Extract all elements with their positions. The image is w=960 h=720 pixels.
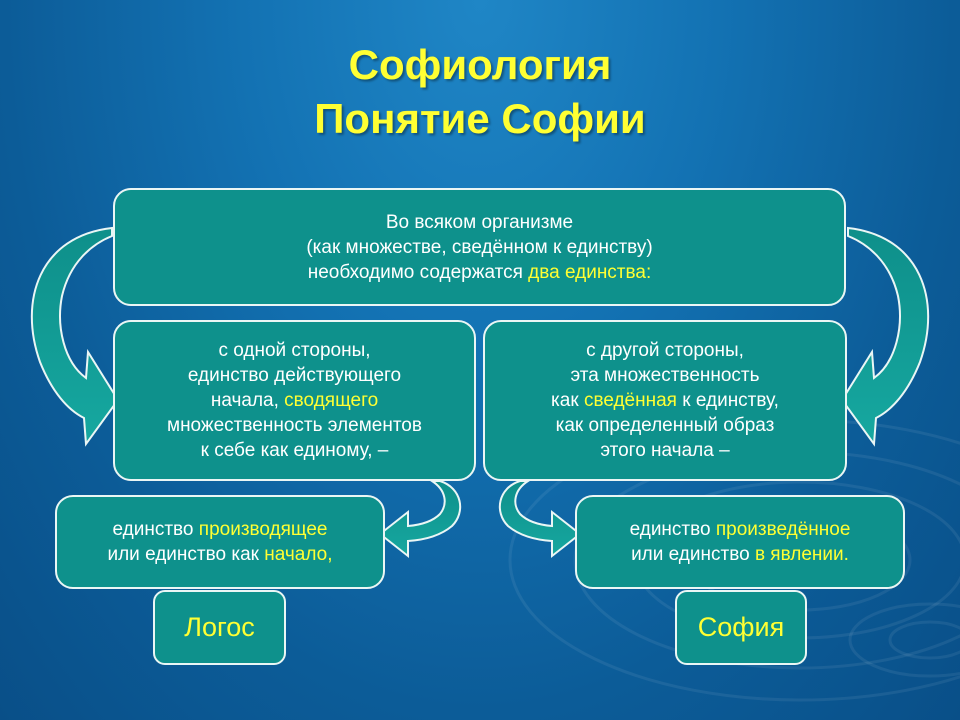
bottom-left-line-2-text: или единство как xyxy=(107,544,265,565)
left-box xyxy=(113,320,476,481)
bottom-left-highlight-2: начало, xyxy=(264,544,333,565)
logos-box xyxy=(153,590,286,665)
title-line-2: Понятие Софии xyxy=(314,95,646,142)
left-box-highlight: сводящего xyxy=(284,390,379,411)
bottom-right-box xyxy=(575,495,905,589)
top-box-line-3-text: необходимо содержатся xyxy=(307,261,529,283)
top-box-line-1: Во всяком организме xyxy=(385,211,574,233)
slide-title xyxy=(0,38,960,146)
curved-arrow-right xyxy=(842,228,928,444)
bottom-right-line-2 xyxy=(631,542,849,567)
sofia-label: София xyxy=(697,612,785,642)
top-box-line-2: (как множестве, сведённом к единству) xyxy=(306,236,653,258)
right-box-line-5: этого начала – xyxy=(600,440,730,461)
curved-arrow-left xyxy=(32,228,118,444)
top-box-highlight: два единства: xyxy=(528,261,652,283)
small-arrow-right xyxy=(500,481,580,556)
top-box-line-3 xyxy=(308,260,652,285)
top-box xyxy=(113,188,846,306)
right-box-line-4: как определенный образ xyxy=(555,415,775,436)
bottom-left-box xyxy=(55,495,385,589)
left-box-line-5: к себе как единому, – xyxy=(200,440,389,461)
bottom-right-line-1 xyxy=(630,517,851,542)
bottom-left-line-2 xyxy=(107,542,332,567)
bottom-left-line-1 xyxy=(113,517,328,542)
right-box xyxy=(483,320,847,481)
small-arrow-left xyxy=(380,481,460,556)
right-box-line-1: с другой стороны, xyxy=(586,340,744,361)
title-line-1: Софиология xyxy=(348,41,612,88)
right-box-highlight: сведённая xyxy=(583,390,677,411)
left-box-line-3 xyxy=(211,388,378,413)
bottom-right-highlight-2: в явлении. xyxy=(754,544,849,565)
bottom-right-line-1-text: единство xyxy=(629,519,716,540)
logos-label: Логос xyxy=(184,612,255,642)
left-box-line-1: с одной стороны, xyxy=(218,340,371,361)
right-box-line-3-text: как xyxy=(551,390,584,411)
left-box-line-3-text: начала, xyxy=(210,390,285,411)
right-box-line-3-suffix: к единству, xyxy=(676,390,779,411)
left-box-line-4: множественность элементов xyxy=(167,415,422,436)
bottom-right-line-2-text: или единство xyxy=(631,544,755,565)
sofia-box xyxy=(675,590,807,665)
left-box-line-2: единство действующего xyxy=(187,365,402,386)
bottom-left-line-1-text: единство xyxy=(112,519,199,540)
bottom-left-highlight-1: производящее xyxy=(198,519,328,540)
right-box-line-2: эта множественность xyxy=(570,365,760,386)
bottom-right-highlight-1: произведённое xyxy=(715,519,851,540)
right-box-line-3 xyxy=(551,388,779,413)
